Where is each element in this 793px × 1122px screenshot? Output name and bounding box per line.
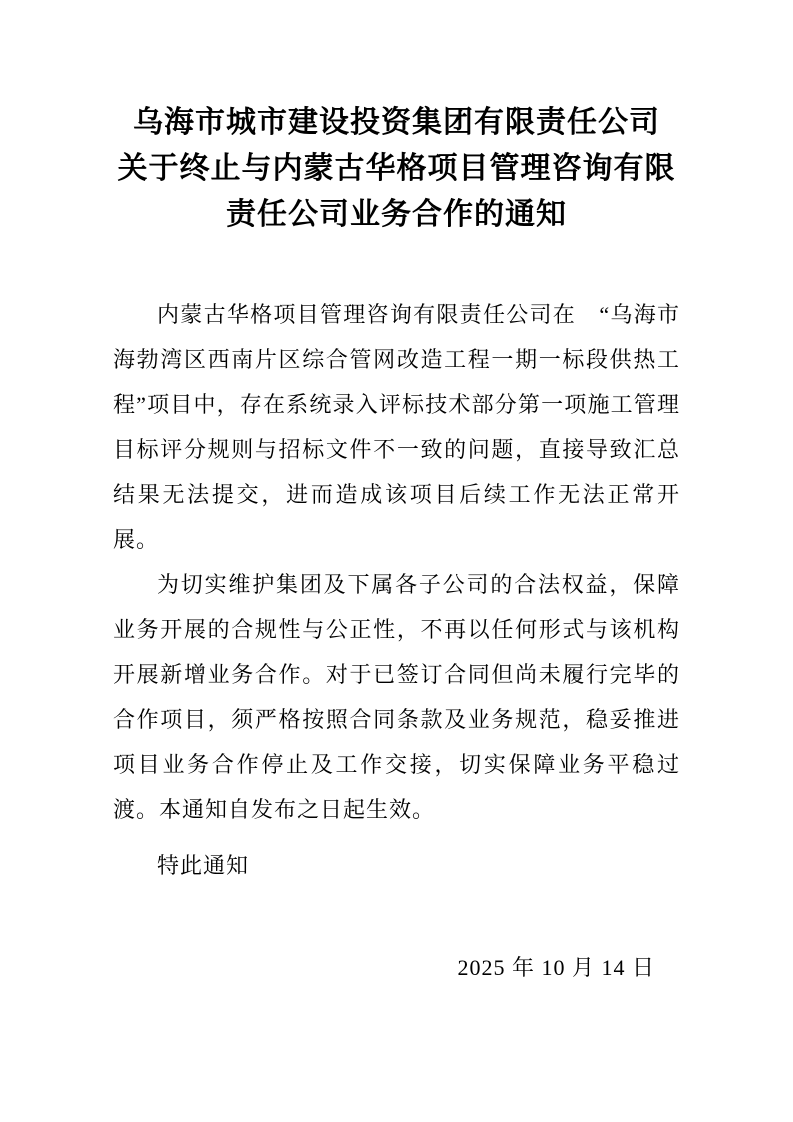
document-title: [113, 100, 680, 238]
issue-date: 2025 年 10 月 14 日: [457, 955, 655, 980]
closing-phrase: 特此通知: [157, 853, 250, 878]
title-line-2: 关于终止与内蒙古华格项目管理咨询有限: [117, 152, 676, 185]
title-line-1: 乌海市城市建设投资集团有限责任公司: [133, 106, 660, 139]
paragraph-problem-description: 内蒙古华格项目管理咨询有限责任公司在 “乌海市海勃湾区西南片区综合管网改造工程一期一标段供热工程”项目中，存在系统录入评标技术部分第一项施工管理目标评分规则与招标文件不一致的问题，直接导致汇总结果无法提交，进而造成该项目后续工作无法正常开展。: [113, 302, 680, 552]
paragraph-decision: 为切实维护集团及下属各子公司的合法权益，保障业务开展的合规性与公正性，不再以任何形式与该机构开展新增业务合作。对于已签订合同但尚未履行完毕的合作项目，须严格按照合同条款及业务规范，稳妥推进项目业务合作停止及工作交接，切实保障业务平稳过渡。本通知自发布之日起生效。: [113, 572, 680, 822]
document-content: [0, 100, 793, 990]
title-line-3: 责任公司业务合作的通知: [226, 198, 567, 231]
document-body: [113, 292, 680, 990]
